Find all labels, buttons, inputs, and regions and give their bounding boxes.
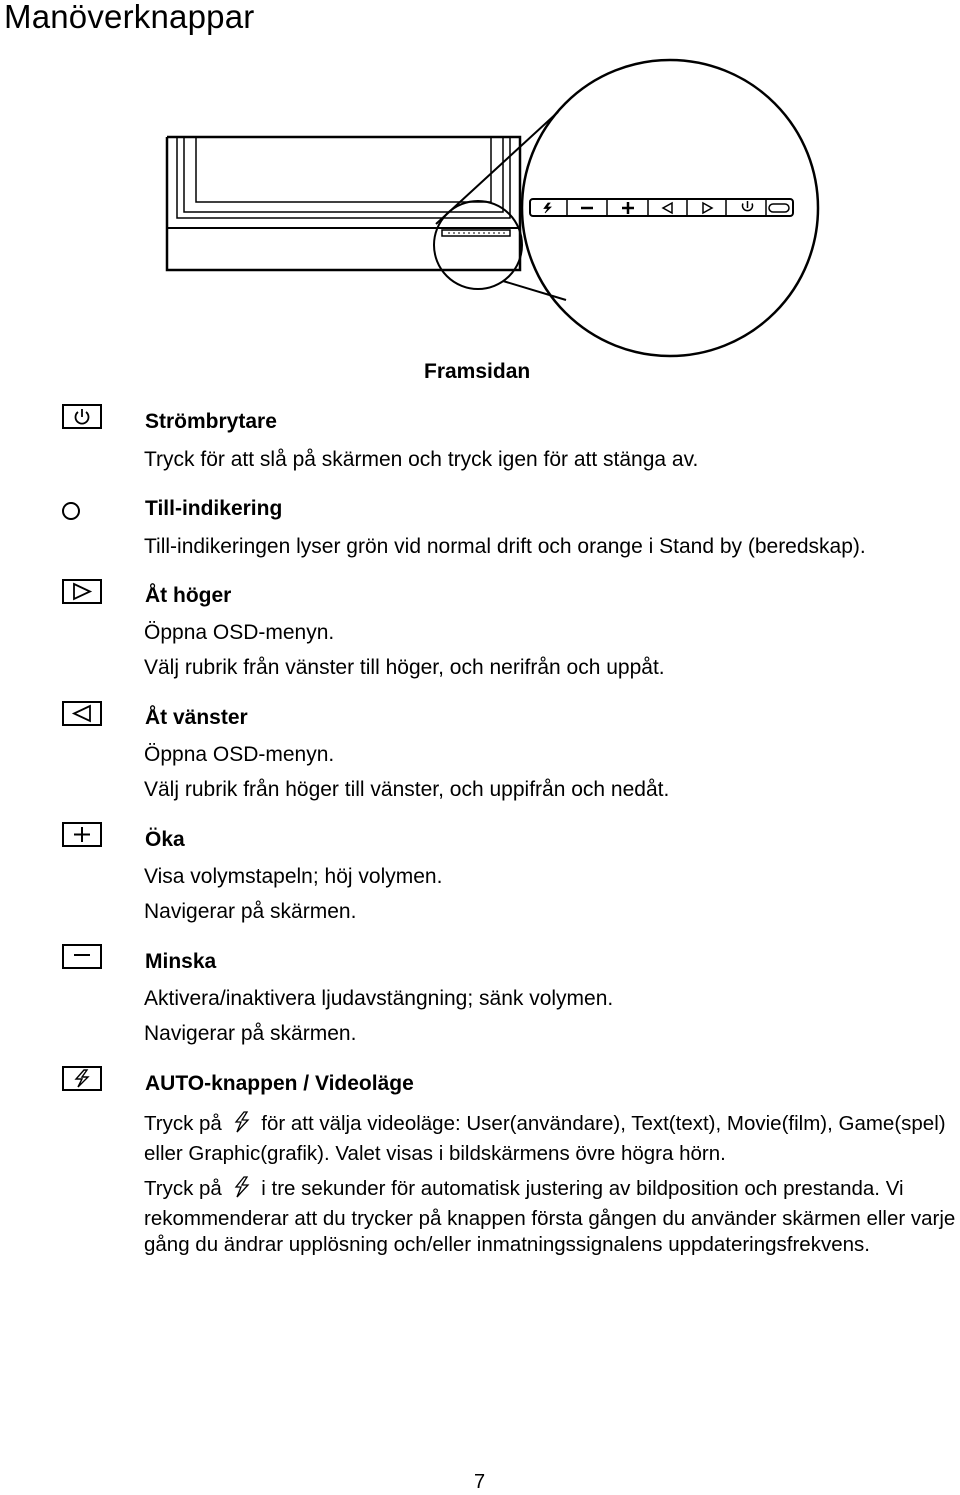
arrow-right-icon (62, 579, 102, 603)
item-text: Välj rubrik från vänster till höger, och nerifrån och uppåt. (144, 656, 665, 679)
page-title: Manöverknappar (4, 0, 255, 35)
item-title-increase: Öka (145, 828, 185, 851)
item-title-power-indicator: Till-indikering (145, 497, 283, 520)
item-text: Till-indikeringen lyser grön vid normal drift och orange i Stand by (beredskap). (144, 535, 866, 558)
power-icon (62, 404, 102, 428)
item-text: Navigerar på skärmen. (144, 900, 357, 923)
item-text: Tryck för att slå på skärmen och tryck igen för att stänga av. (144, 448, 699, 471)
para-text: för att välja videoläge: User(användare), Text(text), Movie(film), Game(spel) eller Graphic(grafik). Valet visas i bildskärmens övre högra hörn. (144, 1112, 946, 1165)
item-text: Öppna OSD-menyn. (144, 743, 335, 766)
item-title-power: Strömbrytare (145, 410, 277, 433)
item-title-left: Åt vänster (145, 706, 248, 729)
item-title-right: Åt höger (145, 584, 232, 607)
item-title-decrease: Minska (145, 950, 217, 973)
item-text: Aktivera/inaktivera ljudavstängning; sänk volymen. (144, 987, 614, 1010)
auto-icon (62, 1066, 102, 1090)
item-title-auto: AUTO-knappen / Videoläge (145, 1072, 414, 1095)
arrow-left-icon (62, 701, 102, 725)
para-text: i tre sekunder för automatisk justering av bildposition och prestanda. Vi rekommenderar att du trycker på knappen första gången du använder skärmen eller varje gång du ändrar upplösning och/eller inmatningssignalens uppdateringsfrekvens. (144, 1177, 956, 1256)
item-text: Välj rubrik från höger till vänster, och uppifrån och nedåt. (144, 778, 670, 801)
figure-caption: Framsidan (424, 360, 531, 383)
page-number: 7 (474, 1471, 486, 1493)
item-text: Öppna OSD-menyn. (144, 621, 335, 644)
para-prefix: Tryck på (144, 1177, 222, 1200)
monitor-front-illustration (0, 0, 960, 360)
item-text: Navigerar på skärmen. (144, 1022, 357, 1045)
plus-icon (62, 822, 102, 846)
auto-paragraph-adjust (144, 1175, 960, 1258)
auto-paragraph-video-mode (144, 1110, 960, 1167)
auto-inline-icon (230, 1175, 254, 1206)
item-text: Visa volymstapeln; höj volymen. (144, 865, 443, 888)
auto-inline-icon (230, 1110, 254, 1141)
power-indicator-icon (60, 499, 100, 523)
minus-icon (62, 944, 102, 968)
para-prefix: Tryck på (144, 1112, 222, 1135)
